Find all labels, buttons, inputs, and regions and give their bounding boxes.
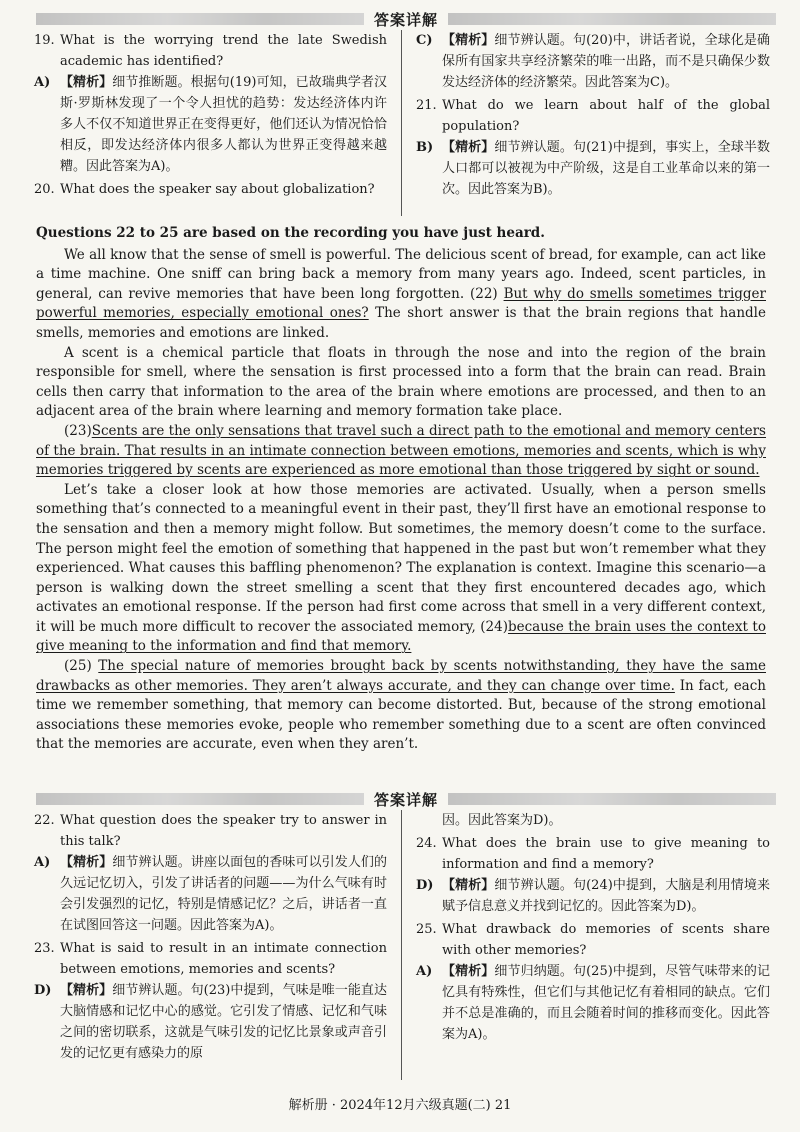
banner-decoration-left xyxy=(36,793,364,805)
question-text: What does the brain use to give meaning to information and find a memory? xyxy=(442,836,770,872)
answer-24 xyxy=(416,875,770,917)
question-23 xyxy=(34,938,387,980)
text-segment: Let’s take a closer look at how those memories are activated. Usually, when a person smells something that’s connected to a meaningful event in their past, they’ll first have an emotional response to the sensation and then a memory might follow. But sometimes, the memory doesn’t come to the surface. The person might feel the emotion of something that happened in the past but won’t remember what they experienced. What causes this baffling phenomenon? The explanation is context. Imagine this scenario—a person is walking down the street smelling a scent that they first encountered decades ago, which activates an emotional response. If the person had first come across that smell in a very different context, it will be much more difficult to recover the associated memory, (24) xyxy=(36,481,766,635)
passage-paragraph-1 xyxy=(36,246,766,344)
banner-title: 答案详解 xyxy=(374,10,439,29)
question-19 xyxy=(34,30,387,72)
text-segment: (23) xyxy=(64,422,92,439)
text-segment: The short answer is that the brain regions that handle smells, memories and emotions are linked. xyxy=(36,305,766,341)
question-text: What question does the speaker try to answer in this talk? xyxy=(60,813,387,849)
question-number: 24. xyxy=(416,836,437,851)
right-column xyxy=(402,810,770,1080)
underlined-segment: Scents are the only sensations that travel such a direct path to the emotional and memory centers of the brain. That results in an intimate connection between emotions, memories and scents, which is why memories triggered by scents are experienced as more emotional than those triggered by sight or sound. xyxy=(36,422,766,479)
answer-key: A) xyxy=(34,855,51,870)
answer-explanation xyxy=(60,980,387,1064)
right-column xyxy=(402,30,770,216)
underlined-segment: The special nature of memories brought back by scents notwithstanding, they have the same drawbacks as other memories. They aren’t always accurate, and they can change over time. xyxy=(36,658,766,694)
page-footer: 解析册 · 2024年12月六级真题(二) 21 xyxy=(288,1098,512,1113)
answer-23-continued xyxy=(416,810,770,831)
question-text: What is the worrying trend the late Swedish academic has identified? xyxy=(60,33,387,69)
answer-key: C) xyxy=(416,33,433,48)
answer-22 xyxy=(34,852,387,936)
analysis-tag: 【精析】 xyxy=(60,983,113,998)
question-text: What do we learn about half of the global population? xyxy=(442,98,770,134)
text-segment: We all know that the sense of smell is powerful. The delicious scent of bread, for example, can act like a time machine. One sniff can bring back a memory from many years ago. Indeed, scent particles, in general, can revive memories that have been long forgotten. (22) xyxy=(36,246,766,302)
answer-explanation-continued: 因。因此答案为D)。 xyxy=(442,813,562,828)
answer-explanation xyxy=(442,137,770,200)
answer-key: B) xyxy=(416,140,434,155)
analysis-tag: 【精析】 xyxy=(442,964,495,979)
passage-paragraph-3 xyxy=(36,422,766,481)
question-number: 20. xyxy=(34,182,55,197)
answer-explanation xyxy=(442,30,770,93)
analysis-text: 细节辨认题。句(21)中提到，事实上，全球半数人口都可以被视为中产阶级，这是自工业革命以来的第一次。因此答案为B)。 xyxy=(442,140,770,197)
answer-key: D) xyxy=(416,878,434,893)
question-22 xyxy=(34,810,387,852)
banner-decoration-right xyxy=(448,793,776,805)
answer-20 xyxy=(416,30,770,93)
recording-transcript xyxy=(36,224,766,755)
answers-block-22-25 xyxy=(34,810,770,1080)
passage-paragraph-2: A scent is a chemical particle that floats in through the nose and into the region of the brain responsible for smell, where the sensation is first processed into a form that the brain can read. Brain cells then carry that information to the area of the brain where emotions are processed, and then to an adjacent area of the brain where learning and memory formation take place. xyxy=(36,344,766,420)
analysis-tag: 【精析】 xyxy=(442,140,495,155)
answer-explanation xyxy=(442,875,770,917)
answer-banner-top xyxy=(36,8,776,30)
question-20 xyxy=(34,179,387,200)
analysis-text: 细节推断题。根据句(19)可知，已故瑞典学者汉斯·罗斯林发现了一个令人担忧的趋势：发达经济体内许多人不仅不知道世界正在变得更好，他们还认为情况恰恰相反，即发达经济体内很多人都认为世界正变得越来越糟。因此答案为A)。 xyxy=(60,75,387,174)
question-number: 25. xyxy=(416,922,437,937)
question-number: 21. xyxy=(416,98,437,113)
underlined-segment: But why do smells sometimes trigger powerful memories, especially emotional ones? xyxy=(36,285,766,322)
analysis-text: 细节辨认题。句(20)中，讲话者说，全球化是确保所有国家共享经济繁荣的唯一出路，而不是只确保少数发达经济体的经济繁荣。因此答案为C)。 xyxy=(442,33,770,90)
question-25 xyxy=(416,919,770,961)
answer-key: A) xyxy=(34,75,51,90)
question-number: 19. xyxy=(34,33,55,48)
question-text: What does the speaker say about globalization? xyxy=(60,182,375,197)
underlined-segment: because the brain uses the context to give meaning to the information and find that memory. xyxy=(36,618,766,655)
analysis-tag: 【精析】 xyxy=(60,855,113,870)
answer-19 xyxy=(34,72,387,177)
question-text: What is said to result in an intimate connection between emotions, memories and scents? xyxy=(60,941,387,977)
analysis-text: 细节辨认题。讲座以面包的香味可以引发人们的久远记忆切入，引发了讲话者的问题——为什么气味有时会引发强烈的记忆，特别是情感记忆？之后，讲话者一直在试图回答这一问题。因此答案为A)。 xyxy=(60,855,387,933)
analysis-text: 细节归纳题。句(25)中提到，尽管气味带来的记忆具有特殊性，但它们与其他记忆有着相同的缺点。它们并不总是准确的，而且会随着时间的推移而变化。因此答案为A)。 xyxy=(442,964,770,1042)
answer-explanation xyxy=(442,961,770,1045)
question-number: 23. xyxy=(34,941,55,956)
answer-explanation xyxy=(60,852,387,936)
passage-paragraph-5 xyxy=(36,657,766,755)
answer-21 xyxy=(416,137,770,200)
analysis-tag: 【精析】 xyxy=(60,75,113,90)
analysis-tag: 【精析】 xyxy=(442,33,495,48)
text-segment: (25) xyxy=(64,658,99,675)
answer-key: A) xyxy=(416,964,433,979)
analysis-text: 细节辨认题。句(23)中提到，气味是唯一能直达大脑情感和记忆中心的感觉。它引发了情感、记忆和气味之间的密切联系，这就是气味引发的记忆比景象或声音引发的记忆更有感染力的原 xyxy=(60,983,387,1061)
left-column xyxy=(34,810,402,1080)
passage-paragraph-4 xyxy=(36,481,766,657)
text-segment: In fact, each time we remember something, that memory can become distorted. But, because of the strong emotional associations these memories evoke, people who remember something due to a scent are often convinced that the memories are accurate, even when they aren’t. xyxy=(36,677,766,753)
passage-heading: Questions 22 to 25 are based on the recording you have just heard. xyxy=(36,225,545,241)
question-number: 22. xyxy=(34,813,55,828)
question-text: What drawback do memories of scents share with other memories? xyxy=(442,922,770,958)
question-24 xyxy=(416,833,770,875)
banner-title: 答案详解 xyxy=(374,790,439,809)
analysis-tag: 【精析】 xyxy=(442,878,495,893)
answer-banner-bottom xyxy=(36,788,776,810)
answer-25 xyxy=(416,961,770,1045)
analysis-text: 细节辨认题。句(24)中提到，大脑是利用情境来赋予信息意义并找到记忆的。因此答案为D)。 xyxy=(442,878,770,914)
answer-23 xyxy=(34,980,387,1064)
banner-decoration-left xyxy=(36,13,364,25)
question-21 xyxy=(416,95,770,137)
answer-key-spacer xyxy=(416,810,442,831)
answer-key: D) xyxy=(34,983,52,998)
answers-block-19-21 xyxy=(34,30,770,216)
left-column xyxy=(34,30,402,216)
banner-decoration-right xyxy=(448,13,776,25)
answer-explanation xyxy=(60,72,387,177)
